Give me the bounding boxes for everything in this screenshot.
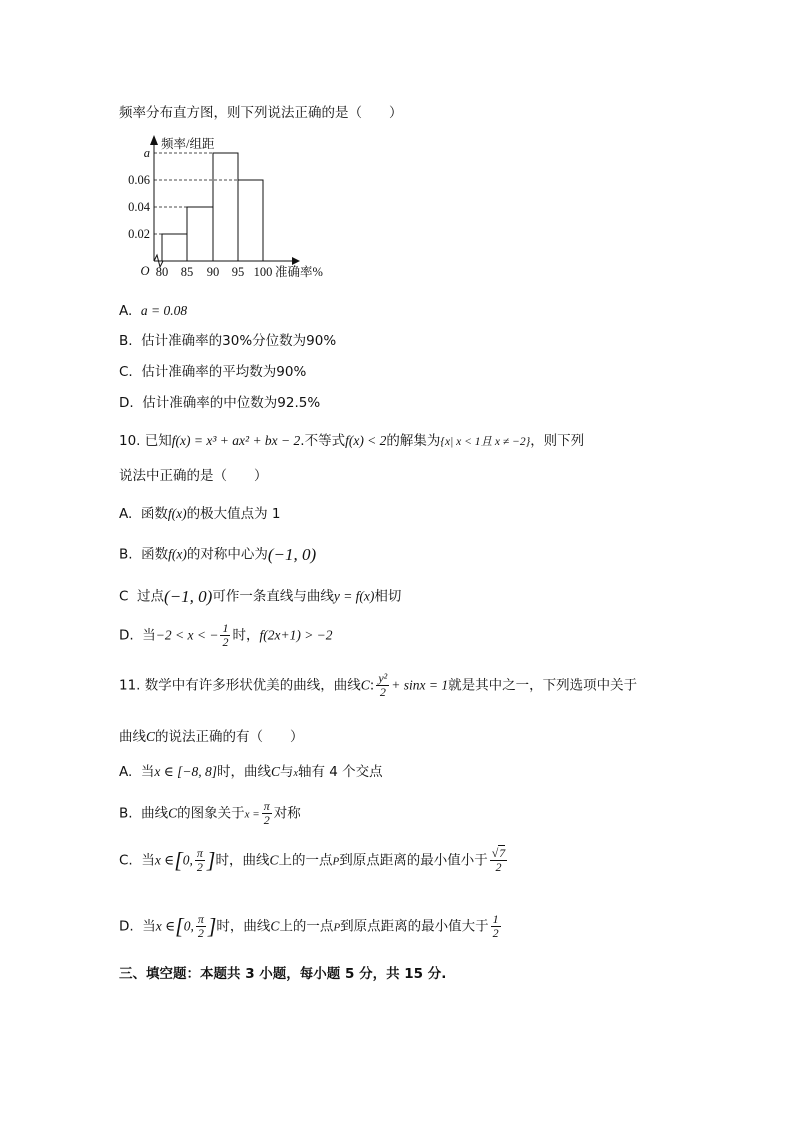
question-number: 10. — [119, 433, 141, 449]
fraction — [196, 913, 206, 940]
option-math: f(2x+1) > −2 — [259, 627, 333, 643]
option-11c: C. 当x ∈[0, $\frac{\pi}{2}$ ]时，曲线C上的一点P到原点距离的最小值小于 $\frac{√7}{2}$ — [119, 846, 506, 875]
question-10-stem — [119, 434, 584, 449]
histogram-bar — [238, 180, 263, 261]
y-axis-label: 频率/组距 — [161, 137, 215, 151]
stem-text: ，则下列 — [530, 433, 585, 449]
option-tag: D. — [119, 918, 134, 935]
option-text: 当 — [141, 852, 155, 869]
option-math: x ∈ [−8, 8] — [154, 764, 217, 779]
x-axis-label: 准确率% — [275, 265, 323, 279]
option-math: 0, — [182, 852, 193, 868]
stem-text: .不等式 — [300, 433, 346, 449]
x-tick-label: 85 — [180, 265, 194, 279]
option-tag: A. — [119, 506, 133, 522]
option-10d — [119, 622, 333, 649]
curve-name: C — [270, 918, 280, 934]
option-text: 时，曲线 — [217, 764, 271, 780]
equation: + sinx = 1 — [391, 677, 449, 693]
option-9d — [119, 397, 320, 411]
inequality: f(x) < 2 — [345, 433, 387, 448]
x-tick-label: 80 — [155, 265, 169, 279]
y-tick-label: 0.02 — [128, 227, 150, 241]
option-11b — [119, 800, 301, 827]
option-text: 当 — [142, 627, 156, 644]
y-tick-label: a — [143, 146, 150, 160]
question-number: 11. — [119, 677, 141, 694]
option-math: x ∈ — [154, 852, 175, 868]
option-text: 函数 — [141, 546, 169, 563]
option-text: 时， — [232, 627, 260, 644]
fraction-numerator: y² — [378, 671, 388, 685]
option-text: 时，曲线 — [215, 852, 270, 869]
sqrt-radicand: 7 — [499, 846, 506, 860]
stem-text: 的说法正确的有（ ） — [155, 729, 304, 745]
fraction-numerator: 1 — [222, 621, 229, 635]
option-math: P — [333, 921, 341, 934]
option-math: f(x) — [168, 546, 187, 562]
question-11-stem-line2 — [119, 730, 304, 745]
fraction-denominator: 2 — [196, 860, 203, 875]
fraction-denominator: 2 — [197, 926, 204, 941]
option-tag: B. — [119, 546, 133, 563]
stem-text: 的解集为 — [386, 433, 441, 449]
option-text: 轴有 4 个交点 — [297, 764, 383, 780]
fraction — [376, 672, 389, 699]
curve-name: C — [271, 764, 281, 779]
question-11-stem — [119, 672, 637, 699]
fraction-numerator: π — [263, 799, 270, 813]
option-tag: C. — [119, 364, 133, 380]
curve-name: C — [146, 729, 156, 744]
chart-axes — [150, 135, 300, 267]
option-math: −2 < x < − — [155, 627, 219, 643]
option-text: 对称 — [273, 805, 301, 822]
stem-text: 曲线 — [119, 729, 146, 745]
fraction-denominator: 2 — [222, 635, 229, 650]
option-10c — [119, 588, 401, 605]
option-tag: C. — [119, 852, 133, 869]
option-math: P — [332, 855, 340, 868]
fraction-denominator: 2 — [492, 926, 499, 941]
stem-text: 就是其中之一，下列选项中关于 — [448, 677, 638, 694]
option-11a — [119, 765, 383, 780]
solution-set: {x| x < 1且 x ≠ −2} — [440, 436, 531, 448]
option-10a — [119, 507, 281, 522]
y-axis-arrow — [150, 135, 158, 145]
option-9b — [119, 335, 336, 349]
y-tick-label: 0.06 — [128, 173, 150, 187]
chart-bars — [162, 153, 263, 261]
histogram-bar — [213, 153, 238, 261]
histogram-bar — [162, 234, 187, 261]
option-math: x ∈ — [155, 918, 176, 934]
option-tag: D. — [119, 627, 134, 644]
option-tag: A. — [119, 303, 133, 319]
stem-text: 数学中有许多形状优美的曲线，曲线 — [144, 677, 361, 694]
histogram-bar — [187, 207, 213, 261]
option-9a — [119, 304, 187, 319]
option-text: 相切 — [374, 588, 402, 605]
fraction-denominator: 2 — [495, 860, 502, 875]
fraction-numerator: π — [196, 846, 203, 860]
option-text: 到原点距离的最小值大于 — [340, 918, 489, 935]
option-math: (−1, 0) — [267, 545, 317, 564]
option-tag: A. — [119, 764, 133, 780]
question-10-stem-line2: 说法中正确的是（ ） — [119, 468, 268, 484]
option-text: 的图象关于 — [177, 805, 245, 822]
option-text: 的极大值点为 1 — [186, 506, 281, 522]
option-text: 估计准确率的中位数为92.5% — [142, 395, 321, 411]
curve-name: C — [360, 677, 370, 693]
curve-name: C — [168, 805, 178, 821]
option-text: 过点 — [137, 588, 165, 605]
option-tag: C — [119, 588, 129, 605]
origin-label: O — [140, 264, 150, 278]
option-math: y = f(x) — [333, 588, 375, 604]
option-math: a = 0.08 — [140, 303, 188, 318]
option-text: 的对称中心为 — [186, 546, 268, 563]
stem-text: 已知 — [144, 433, 172, 449]
x-axis-arrow — [292, 257, 300, 265]
fraction-numerator: π — [197, 912, 204, 926]
option-tag: B. — [119, 333, 133, 349]
fraction: $\frac{√7}{2}$ — [491, 846, 506, 875]
function-def: f(x) = x³ + ax² + bx − 2 — [171, 433, 301, 448]
option-text: 当 — [142, 918, 156, 935]
option-text: 与 — [280, 764, 294, 780]
fraction-denominator: 2 — [379, 685, 386, 700]
option-math: x = — [244, 808, 260, 821]
option-tag: D. — [119, 395, 134, 411]
option-math: f(x) — [167, 506, 187, 521]
x-tick-label: 95 — [231, 265, 245, 279]
option-text: 时，曲线 — [216, 918, 271, 935]
option-text: 曲线 — [141, 805, 169, 822]
option-text: 上的一点 — [279, 918, 334, 935]
frequency-histogram — [117, 131, 347, 281]
fraction-denominator: 2 — [263, 813, 270, 828]
curve-name: C — [269, 852, 279, 868]
option-text: 估计准确率的30%分位数为90% — [141, 333, 337, 349]
option-9c — [119, 366, 306, 380]
fraction — [262, 800, 272, 827]
option-tag: B. — [119, 805, 133, 822]
option-10b — [119, 546, 316, 563]
option-math: 0, — [183, 918, 194, 934]
option-text: 到原点距离的最小值小于 — [339, 852, 488, 869]
option-math: x — [293, 768, 298, 779]
option-text: 当 — [140, 764, 155, 780]
option-math: (−1, 0) — [164, 587, 213, 606]
option-text: 估计准确率的平均数为90% — [141, 364, 307, 380]
fraction — [220, 622, 230, 649]
question-9-stem: 频率分布直方图，则下列说法正确的是（ ） — [119, 105, 403, 121]
stem-text: : — [369, 677, 375, 694]
fraction-numerator: 1 — [492, 912, 499, 926]
option-text: 函数 — [140, 506, 168, 522]
y-tick-label: 0.04 — [128, 200, 150, 214]
x-tick-label: 90 — [206, 265, 220, 279]
option-text: 上的一点 — [278, 852, 333, 869]
x-tick-label: 100 — [253, 265, 273, 279]
fraction — [195, 847, 205, 874]
section-heading: 三、填空题：本题共 3 小题，每小题 5 分，共 15 分. — [119, 966, 447, 982]
option-text: 可作一条直线与曲线 — [212, 588, 334, 605]
option-11d: D. 当x ∈[0, $\frac{\pi}{2}$ ]时，曲线C上的一点P到原点距离的最小值大于 $\frac{1}{2}$ — [119, 912, 499, 941]
fraction — [491, 913, 501, 940]
